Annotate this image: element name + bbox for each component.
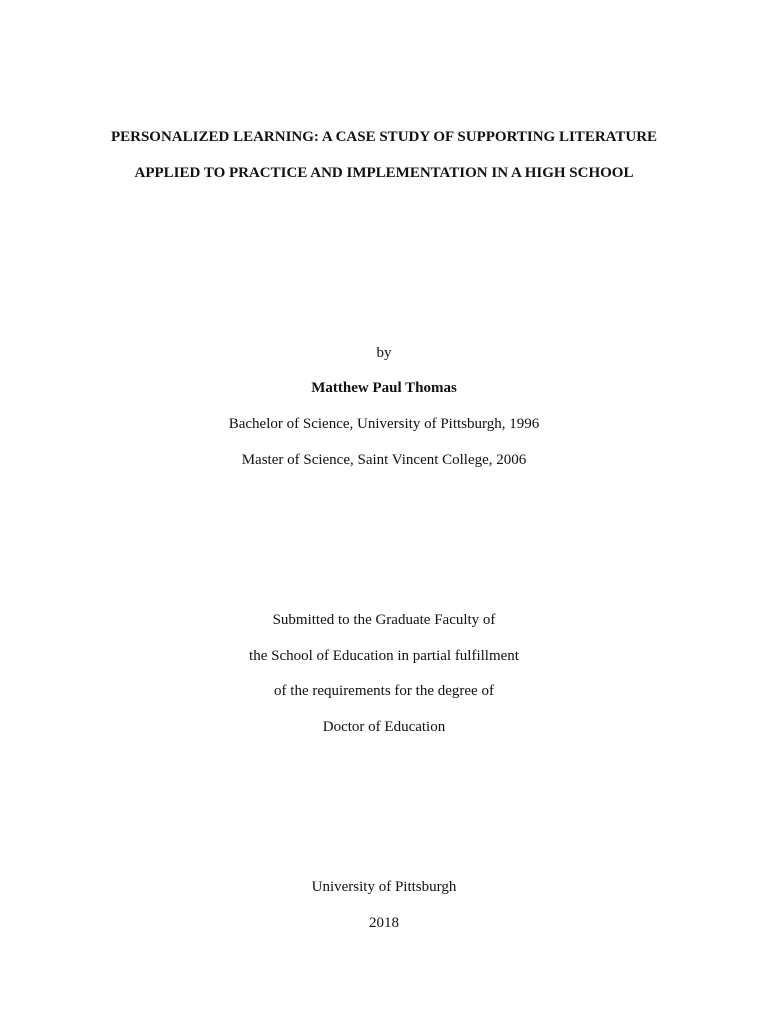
title-line-1: PERSONALIZED LEARNING: A CASE STUDY OF SUPPORTING LITERATURE xyxy=(110,129,658,145)
degree-bachelor: Bachelor of Science, University of Pittsburgh, 1996 xyxy=(228,416,540,432)
institution-name: University of Pittsburgh xyxy=(311,879,457,895)
degree-name: Doctor of Education xyxy=(322,719,446,735)
degree-master: Master of Science, Saint Vincent College, 2006 xyxy=(241,452,527,468)
submission-line-1: Submitted to the Graduate Faculty of xyxy=(272,612,496,628)
author-name: Matthew Paul Thomas xyxy=(311,380,457,396)
submission-year: 2018 xyxy=(369,915,399,931)
by-label: by xyxy=(376,345,392,361)
title-line-2: APPLIED TO PRACTICE AND IMPLEMENTATION IN A HIGH SCHOOL xyxy=(134,165,634,181)
submission-line-2: the School of Education in partial fulfillment xyxy=(249,648,519,664)
submission-line-3: of the requirements for the degree of xyxy=(274,683,494,699)
